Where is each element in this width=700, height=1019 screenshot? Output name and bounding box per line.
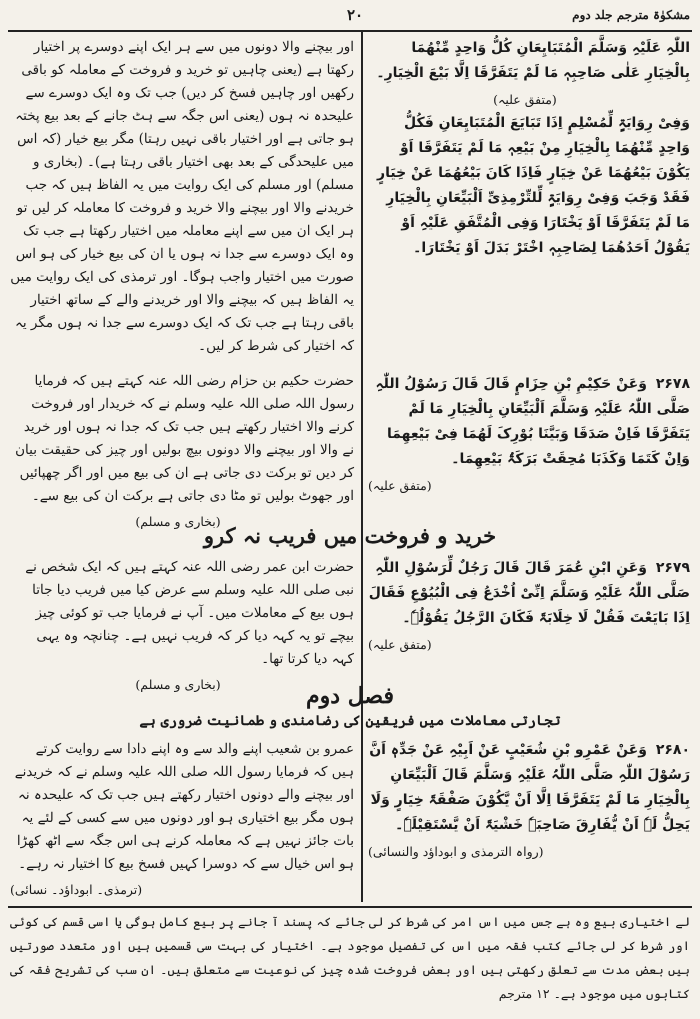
chapter-heading: خرید و فروخت میں فریب نہ کرو	[203, 523, 497, 548]
right-column-hadith-2680	[368, 738, 690, 904]
hadith-text: وَفِیْ رِوَایَۃٍ لِّمُسْلِمٍ اِذَا تَبَایَعَ الْمُتَبَایِعَانِ فَکُلُّ وَاحِدٍ مِّنْھُمَا بِالْخِیَارِ مِنْ بَیْعِہٖ مَا لَمْ یَتَفَرَّقَا اَوْ یَکُوْنَ بَیْعُھُمَا عَنْ خِیَارٍ فَاِذَا کَانَ بَیْعُھُمَا عَنْ خِیَارٍ فَقَدْ وَجَبَ وَفِیْ رِوَایَۃٍ لِّلتِّرْمِذِیِّ اَلْبَیِّعَانِ بِالْخِیَارِ مَا لَمْ یَتَفَرَّقَا اَوْ یَخْتَارَا وَفِی الْمُتَّفَقِ عَلَیْہِ اَوْ یَقُوْلُ اَحَدُھُمَا لِصَاحِبِہٖ اخْتَرْ بَدَلَ اَوْ یَخْتَارَا۔	[377, 115, 690, 256]
translation-text: حضرت ابن عمر رضی اللہ عنہ کہتے ہیں کہ ایک شخص نے نبی صلی اللہ علیہ وسلم سے عرض کیا میں فریب دیا جاتا ہوں بیع کے معاملات میں۔ آپ نے فرمایا جب تو کوئی چیز بیچے تو یہ کہہ دیا کر کہ فریب نہیں ہے۔ چنانچہ وہ یہی کہہ دیا کرتا تھا۔	[25, 559, 354, 667]
header-rule	[8, 30, 692, 32]
left-column	[10, 36, 354, 356]
footnote-rule	[8, 906, 692, 908]
hadith-number: ۲۶۷۹	[655, 560, 690, 576]
page-number: ٢٠	[346, 6, 364, 24]
hadith-text: وَعَنِ ابْنِ عُمَرَ قَالَ قَالَ رَجُلٌ لِّرَسُوْلِ اللّٰہِ صَلَّی اللّٰہُ عَلَیْہِ وَسَلَّمَ اِنِّیْ اُخْدَعُ فِی الْبُیُوْعِ فَقَالَ اِذَا بَایَعْتَ فَقُلْ لَا خِلَابَۃَ فَکَانَ الرَّجُلُ یَقُوْلُہٗ۔	[368, 560, 690, 626]
column-divider	[361, 32, 363, 902]
footnote: لے اختیاری بیع وہ ہے جس میں اس امر کی شرط کر لی جائے کہ پسند آ جانے پر بیع کامل ہوگی یا اسی قسم کی کوئی اور شرط کر لی جائے کتب فقہ میں اس کی تفصیل موجود ہے۔ اختیار کی بہت سی قسمیں ہیں اور متعدد صورتیں ہیں بعض مدت سے تعلق رکھتی ہیں اور بعض فروخت شدہ چیز کی نوعیت سے متعلق ہیں۔ ان سب کی تشریح فقہ کی کتابوں میں موجود ہے۔ ۱۲ مترجم	[10, 914, 690, 1001]
translation-reference: (ترمذی۔ ابوداؤد۔ نسائی)	[10, 882, 143, 897]
hadith-text: اللّٰہِ عَلَیْہِ وَسَلَّمَ الْمُتَبَایِعَانِ کُلُّ وَاحِدٍ مِّنْھُمَا بِالْخِیَارِ عَلٰی صَاحِبِہٖ مَا لَمْ یَتَفَرَّقَا اِلَّا بَیْعَ الْخِیَارِ۔	[376, 40, 690, 81]
hadith-number: ۲۶۷۸	[655, 376, 690, 392]
hadith-text: وَعَنْ عَمْرِو بْنِ شُعَیْبٍ عَنْ اَبِیْہِ عَنْ جَدِّہٖ اَنَّ رَسُوْلَ اللّٰہِ صَلَّی اللّٰہُ عَلَیْہِ وَسَلَّمَ قَالَ اَلْبَیِّعَانِ بِالْخِیَارِ مَا لَمْ یَتَفَرَّقَا اِلَّا اَنْ یَّکُوْنَ صَفْقَۃَ خِیَارٍ وَلَا یَحِلُّ لَہٗ اَنْ یُّفَارِقَ صَاحِبَہٗ خَشْیَۃَ اَنْ یَّسْتَقِیْلَہٗ۔	[369, 742, 690, 833]
translation-text: عمرو بن شعیب اپنے والد سے وہ اپنے دادا سے روایت کرتے ہیں کہ فرمایا رسول اللہ صلی اللہ علیہ وسلم نے کہ خریدنے اور بیچنے والے دونوں اختیار رکھتے ہیں جب تک کہ علیحدہ نہ ہوں مگر بیع اختیاری ہو اور دونوں میں سے کسی کے لئے یہ بات جائز نہیں ہے کہ معاملہ کرنے ہی اس جگہ سے اٹھ کھڑا ہو اس خیال سے کہ دوسرا کہیں فسخ بیع کا اختیار نہ رہے۔	[14, 741, 354, 872]
translation-reference: (بخاری و مسلم)	[135, 677, 221, 692]
left-column-translation-2	[10, 370, 354, 529]
left-column-translation-4	[10, 738, 354, 904]
right-column-hadith-2678	[368, 372, 690, 522]
left-column-translation-3	[10, 556, 354, 692]
section-title: فصل دوم	[306, 683, 394, 709]
section-subtitle: تجارتی معاملات میں فریقین کی رضامندی و طمانیت ضروری ہے	[139, 713, 561, 729]
book-title: مشکوٰۃ مترجم جلد دوم	[572, 8, 690, 22]
hadith-reference: (رواہ الترمذی و ابوداؤد والنسائی)	[368, 844, 544, 859]
hadith-number: ۲۶۸۰	[655, 742, 690, 758]
right-column	[368, 36, 690, 336]
right-column-hadith-2679	[368, 556, 690, 676]
translation-reference: (بخاری و مسلم)	[135, 514, 221, 529]
translation-text: حضرت حکیم بن حزام رضی اللہ عنہ کہتے ہیں کہ فرمایا رسول اللہ صلی اللہ علیہ وسلم نے کہ خریدار اور فروخت کرنے والا اختیار رکھتے ہیں جب تک کہ جدا نہ ہوں اور خرید نے والا اور بیچنے والا دونوں بیچ بولیں اور چیز کی حقیقت بیان کر دیں تو برکت دی جاتی ہے ان کی بیع میں اور اگر چھپائیں اور جھوٹ بولیں تو مٹا دی جاتی ہے برکت ان کی بیع سے۔	[15, 373, 354, 504]
hadith-reference: (متفق علیہ)	[493, 92, 557, 107]
hadith-reference: (متفق علیہ)	[368, 637, 432, 652]
translation-text: اور بیچنے والا دونوں میں سے ہر ایک اپنے دوسرے پر اختیار رکھتا ہے (یعنی چاہیں تو خرید و فروخت کے معاملہ کو باقی رکھیں اور چاہیں فسخ کر دیں) جب تک وہ ایک دوسرے سے علیحدہ نہ ہوں (یعنی اس جگہ سے ہٹ جانے کے بعد بیع پختہ ہو جاتی ہے اور اختیار باقی نہیں رہتا) مگر بیع خیار (کہ اس میں علیحدگی کے بعد بھی اختیار باقی رہتا ہے)۔ (بخاری و مسلم) اور مسلم کی ایک روایت میں یہ الفاظ ہیں کہ جب خریدنے والا اور بیچنے والا خرید و فروخت کا معاملہ کر لیں تو ہر ایک ان میں سے اپنے معاملہ میں اختیار رکھتا ہے جب تک وہ ایک دوسرے سے جدا نہ ہوں یا ان کی بیع خیار کی ہو اس صورت میں اختیار واجب ہوگا۔ اور ترمذی کی ایک روایت میں یہ الفاظ ہیں کہ بیچنے والا اور خریدنے والے کے ساتھ اختیار باقی رہتا ہے جب تک کہ ایک دوسرے سے جدا نہ ہوں مگر یہ کہ اختیار کی شرط کر لیں۔	[10, 39, 354, 354]
hadith-text: وَعَنْ حَکِیْمِ بْنِ حِزَامٍ قَالَ قَالَ رَسُوْلُ اللّٰہِ صَلَّی اللّٰہُ عَلَیْہِ وَسَلَّمَ اَلْبَیِّعَانِ بِالْخِیَارِ مَا لَمْ یَتَفَرَّقَا فَاِنْ صَدَقَا وَبَیَّنَا بُوْرِکَ لَھُمَا فِیْ بَیْعِھِمَا وَاِنْ کَتَمَا وَکَذَبَا مُحِقَتْ بَرَکَۃُ بَیْعِھِمَا۔	[375, 376, 690, 467]
hadith-reference: (متفق علیہ)	[368, 478, 432, 493]
